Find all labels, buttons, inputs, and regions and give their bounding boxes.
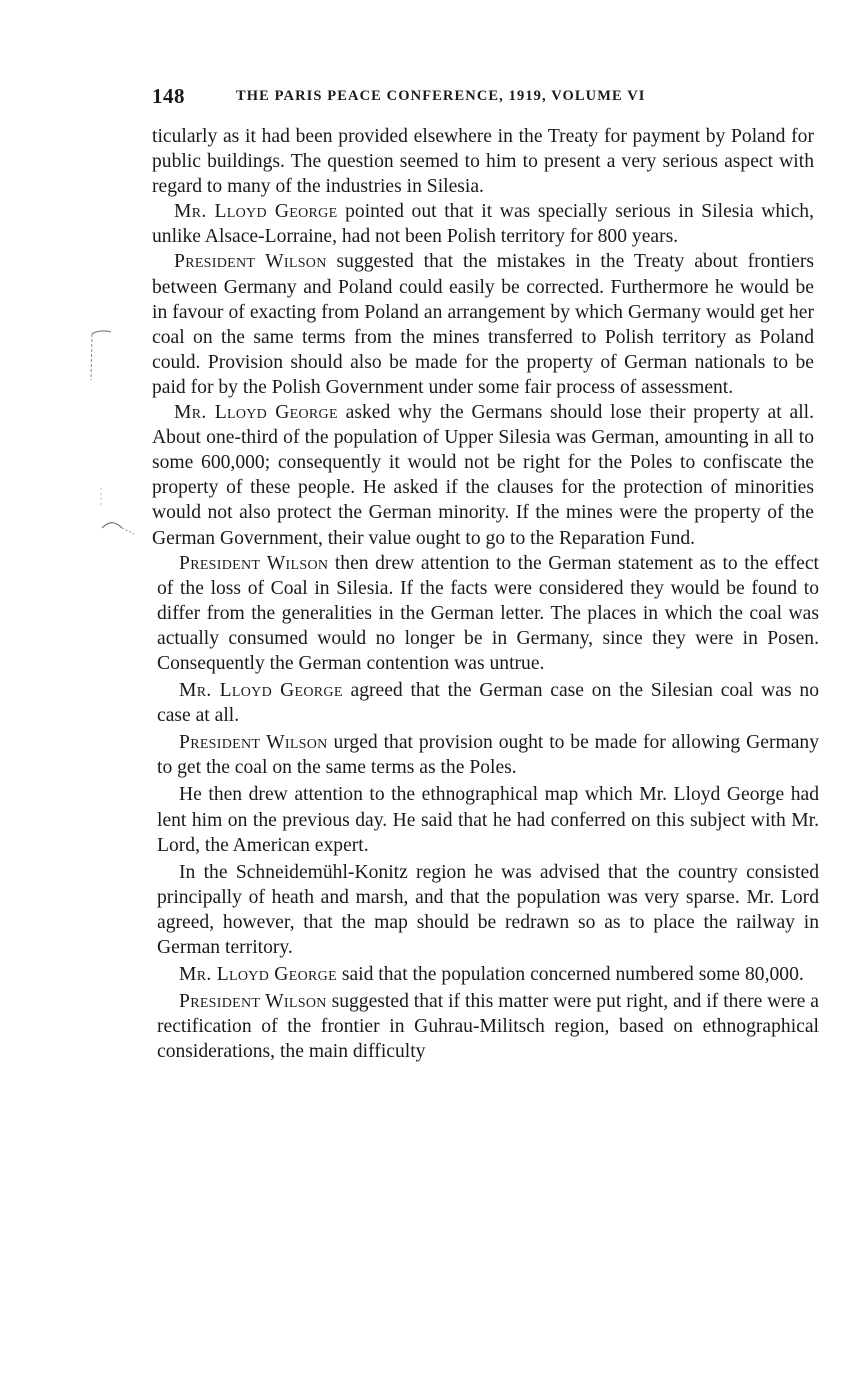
speaker-name: Mr. Lloyd George xyxy=(179,680,343,702)
paragraph-9 xyxy=(157,860,819,960)
speaker-name: Mr. Lloyd George xyxy=(174,402,338,424)
speaker-name: President Wilson xyxy=(179,991,327,1013)
paragraph-10 xyxy=(157,962,819,987)
paragraph-text: suggested that if this matter were put right, and if there were a rectification of the frontier in Guhrau-Militsch region, based on ethnographical considerations, the main difficulty xyxy=(157,991,819,1063)
paragraph-text: In the Schneidemühl-Konitz region he was advised that the country consisted principally of heath and marsh, and that the population was very sparse. Mr. Lord agreed, however, that the map should be redrawn so as to place the railway in German territory. xyxy=(157,861,819,958)
speaker-name: Mr. Lloyd George xyxy=(174,201,338,223)
paragraph-7 xyxy=(157,730,819,780)
paragraph-3 xyxy=(152,249,814,400)
speaker-name: President Wilson xyxy=(174,251,327,273)
paragraph-text: pointed out that it was specially serious in Silesia which, unlike Alsace-Lorraine, had not been Polish territory for 800 years. xyxy=(152,201,814,248)
paragraph-text: He then drew attention to the ethnographical map which Mr. Lloyd George had lent him on the previous day. He said that he had conferred on this subject with Mr. Lord, the American expert. xyxy=(157,784,819,856)
paragraph-text: then drew attention to the German statement as to the effect of the loss of Coal in Silesia. If the facts were considered they would be found to differ from the generalities in the German letter. The places in which the coal was actually consumed would no longer be in Germany, since they were in Posen. Consequently the German contention was untrue. xyxy=(157,552,819,674)
paragraph-text: suggested that the mistakes in the Treaty about frontiers between Germany and Poland could easily be corrected. Furthermore he would be in favour of exacting from Poland an arrangement by which Germany would get her coal on the same terms from the mines transferred to Polish territory as Poland could. Provision should also be made for the property of German nationals to be paid for by the Polish Government under some fair process of assessment. xyxy=(152,251,815,398)
paragraph-8 xyxy=(157,782,819,857)
speaker-name: Mr. Lloyd George xyxy=(179,964,337,986)
speaker-name: President Wilson xyxy=(179,552,329,574)
running-head: THE PARIS PEACE CONFERENCE, 1919, VOLUME VI xyxy=(236,88,646,104)
page-number: 148 xyxy=(152,84,185,108)
margin-pencil-marks xyxy=(80,320,150,580)
paragraph-text: agreed that the German case on the Silesian coal was no case at all. xyxy=(157,680,819,727)
paragraph-1 xyxy=(152,124,814,199)
paragraph-text: asked why the Germans should lose their property at all. About one-third of the population of Upper Silesia was German, amounting in all to some 600,000; consequently it would not be right for the Poles to confiscate the property of these people. He asked if the clauses for the protection of minorities would not also protect the German minority. If the mines were the property of the German Government, their value ought to go to the Reparation Fund. xyxy=(152,402,814,549)
paragraph-5 xyxy=(157,551,819,676)
paragraph-text: said that the population concerned numbered some 80,000. xyxy=(336,964,804,986)
paragraph-6 xyxy=(157,678,819,728)
paragraph-text: ticularly as it had been provided elsewhere in the Treaty for payment by Poland for public buildings. The question seemed to him to present a very serious aspect with regard to many of the industries in Silesia. xyxy=(152,126,814,198)
paragraph-text: urged that provision ought to be made for allowing Germany to get the coal on the same terms as the Poles. xyxy=(157,732,819,779)
paragraph-11 xyxy=(157,989,819,1064)
body-text xyxy=(152,124,819,1064)
speaker-name: President Wilson xyxy=(179,732,328,754)
paragraph-4 xyxy=(152,400,814,551)
page-header xyxy=(152,84,816,114)
paragraph-2 xyxy=(152,199,814,249)
